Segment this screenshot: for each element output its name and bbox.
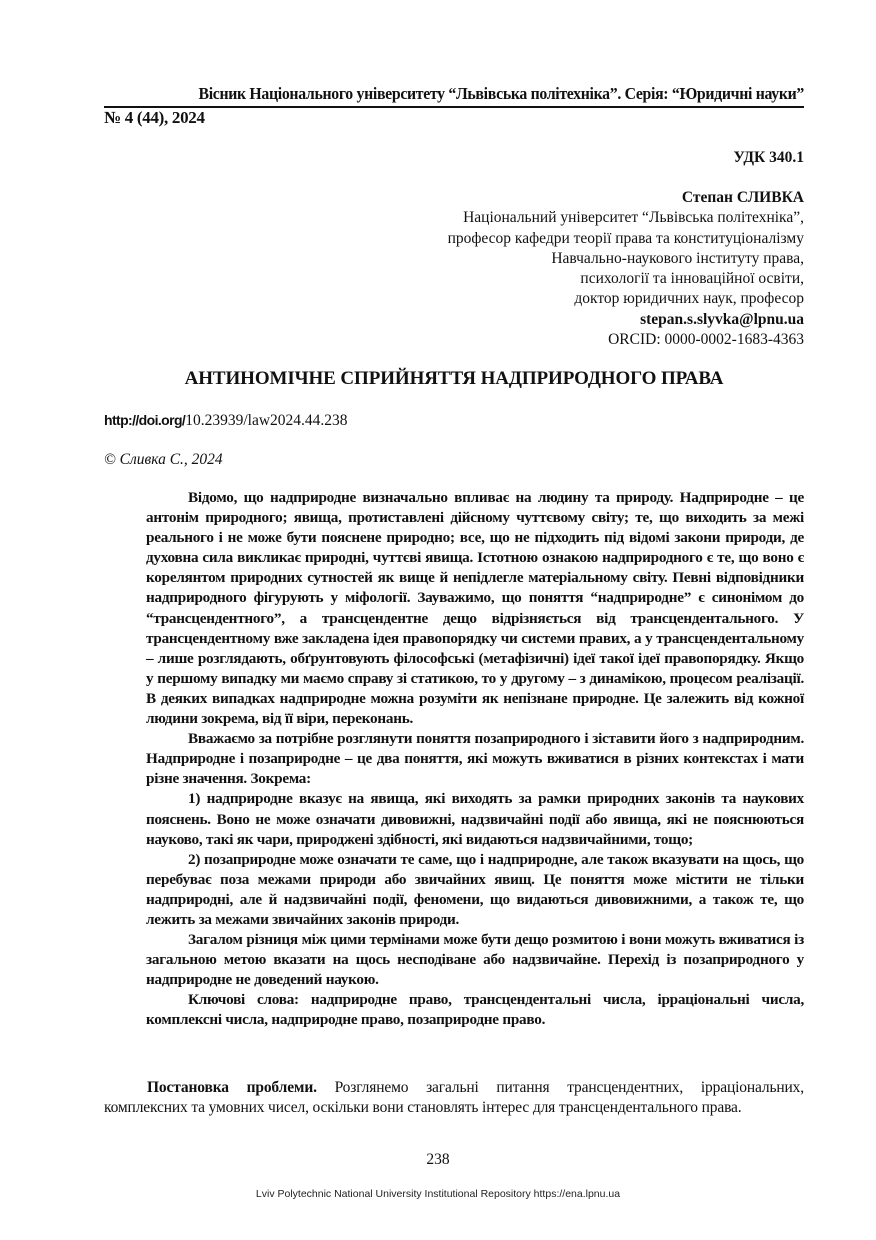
abstract-paragraph: Відомо, що надприродне визначально впливає на людину та природу. Надприродне – це антонім природного; явища, протиставлені дійсному чуттєвому світу; те, що виходить за межі реального і не може бути пояснене природно; все, що не підходить під відомі закони природи, де духовна сила викликає природні, чуттєві явища. Істотною ознакою надприродного є те, що воно є корелянтом природних сутностей як вище й непідлегле матеріальному світу. Певні відповідники надприродного фігурують у міфології. Зауважимо, що поняття “надприродне” є синонімом до “трансцендентного”, а трансцендентне дещо відрізняється від трансцендентального. У трансцендентному вже закладена ідея правопорядку чи системи правих, а у трансцендентальному – лише розглядають, обґрунтовують філософські (метафізичні) ідеї такої ідеї правопорядку. Якщо у першому випадку ми маємо справу зі статикою, то у другому – з динамікою, процесом реалізації. В деяких випадках надприродне можна розуміти як непізнане природне. Це залежить від кожної людини зокрема, від її віри, переконань. <box>146 489 804 728</box>
article-title: АНТИНОМІЧНЕ СПРИЙНЯТТЯ НАДПРИРОДНОГО ПРАВА <box>184 368 724 389</box>
abstract-paragraph: Загалом різниця між цими термінами може бути дещо розмитою і вони можуть вживатися із загальною метою вказати на щось несподіване або надзвичайне. Перехід із позаприродного у надприродне не доведений наукою. <box>146 931 804 989</box>
repository-footer: Lviv Polytechnic National University Institutional Repository https://ena.lpnu.ua <box>255 1188 621 1200</box>
affiliation-line: Навчально-наукового інституту права, <box>551 249 804 267</box>
affiliation-line: доктор юридичних наук, професор <box>574 290 804 308</box>
problem-statement-paragraph <box>104 1078 804 1118</box>
page-number: 238 <box>426 1151 450 1168</box>
header-rule <box>104 106 804 108</box>
journal-running-header: Вісник Національного університету “Львівська політехніка”. Серія: “Юридичні науки” <box>198 84 805 103</box>
abstract-list-item: 2) позаприродне може означати те саме, що і надприродне, але також вказувати на щось, що перебуває поза межами природи або звичайних явищ. Це поняття може містити не тільки надприродні, але й надзвичайні події, феномени, що видаються дивовижними, а також те, що лежить за межами звичайних законів природи. <box>146 850 804 928</box>
author-email-link[interactable]: stepan.s.slyvka@lpnu.ua <box>640 310 804 328</box>
abstract-list-item: 1) надприродне вказує на явища, які виходять за рамки природних законів та наукових пояснень. Воно не може означати дивовижні, надзвичайні події або явища, які не пояснюються науково, такі як чари, природжені здібності, які видаються надзвичайними, тощо; <box>146 790 804 848</box>
abstract-paragraph: Вважаємо за потрібне розглянути поняття позаприродного і зіставити його з надприродним. Надприродне і позаприродне – це два поняття, які можуть вживатися в різних контекстах і мати різне значення. Зокрема: <box>146 730 804 788</box>
affiliation-line: професор кафедри теорії права та конституціоналізму <box>447 229 804 247</box>
paragraph-text: Розглянемо загальні питання трансцендентних, ірраціональних, комплексних та умовних чисел, оскільки вони становлять інтерес для трансцендентального права. <box>104 1079 804 1117</box>
abstract <box>146 488 804 1031</box>
author-orcid: ORCID: 0000-0002-1683-4363 <box>608 331 804 349</box>
doi-suffix: 10.23939/law2024.44.238 <box>185 412 348 429</box>
affiliation-line: психології та інноваційної освіти, <box>580 270 804 288</box>
section-heading-inline: Постановка проблеми. <box>147 1079 317 1096</box>
doi-link[interactable] <box>104 410 348 431</box>
keywords: Ключові слова: надприродне право, трансцендентальні числа, ірраціональні числа, комплексні числа, надприродне право, позаприродне право. <box>146 991 804 1029</box>
body-text <box>104 1078 804 1118</box>
author-name: Степан СЛИВКА <box>681 189 804 206</box>
udc-code: УДК 340.1 <box>733 149 804 166</box>
doi-prefix: http://doi.org/ <box>104 412 186 428</box>
journal-issue: № 4 (44), 2024 <box>104 108 205 127</box>
copyright-notice: © Сливка С., 2024 <box>104 451 223 468</box>
affiliation-line: Національний університет “Львівська політехніка”, <box>463 209 804 227</box>
author-block <box>384 188 804 350</box>
